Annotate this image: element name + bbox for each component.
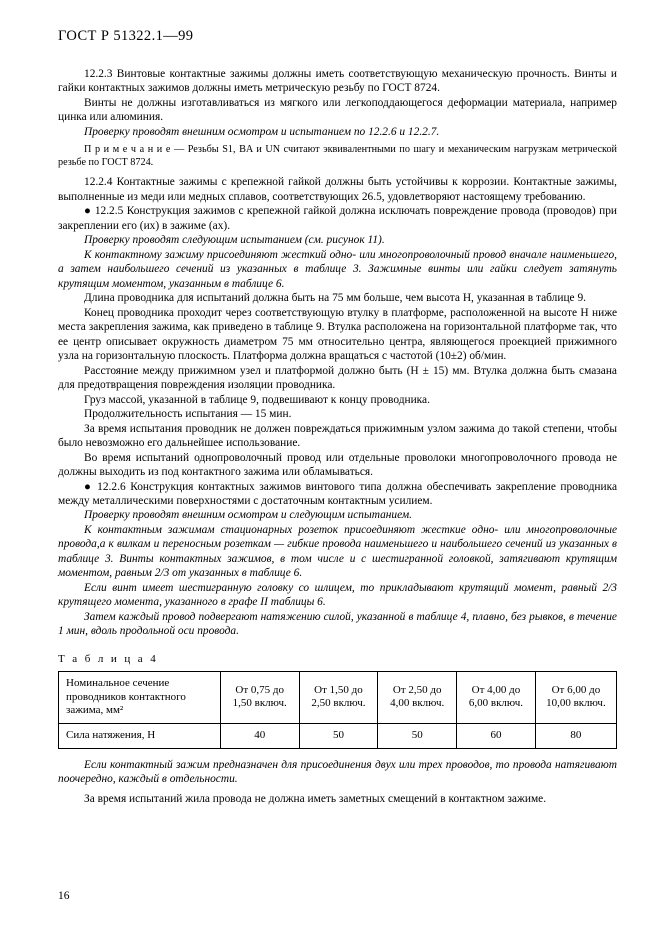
table-row-label: Номинальное сечение проводников контактного зажима, мм² <box>59 671 221 723</box>
tension-force-table <box>58 671 617 749</box>
table-cell: От 0,75 до 1,50 включ. <box>220 671 299 723</box>
paragraph: Проверку проводят следующим испытанием (см. рисунок 11). <box>84 234 385 247</box>
note-paragraph: П р и м е ч а н и е — Резьбы S1, BA и UN считают эквивалентными по шагу и механическим нагрузкам метрической резьбе по ГОСТ 8724. <box>58 144 617 169</box>
table-cell: 60 <box>457 724 536 749</box>
paragraph: Если контактный зажим предназначен для присоединения двух или трех проводов, то провода натягивают поочередно, каждый в отдельности. <box>58 758 617 786</box>
table-cell: От 4,00 до 6,00 включ. <box>457 671 536 723</box>
table-row-label: Сила натяжения, Н <box>59 724 221 749</box>
document-header: ГОСТ Р 51322.1—99 <box>58 28 194 44</box>
paragraph: 12.2.3 Винтовые контактные зажимы должны иметь соответствующую механическую прочность. Винты и гайки контактных зажимов должны иметь метрическую резьбу по ГОСТ 8724. <box>58 68 617 95</box>
table-cell: От 1,50 до 2,50 включ. <box>299 671 378 723</box>
table-cell: 50 <box>299 724 378 749</box>
paragraph: Продолжительность испытания — 15 мин. <box>84 408 292 421</box>
page-number: 16 <box>58 890 70 902</box>
table-cell: 80 <box>535 724 616 749</box>
table-row <box>59 671 617 723</box>
table-row <box>59 724 617 749</box>
table-caption: Т а б л и ц а 4 <box>58 652 159 665</box>
paragraph: К контактным зажимам стационарных розеток присоединяют жесткие одно- или многопроволочные провода,а к вилкам и переносным розеткам — гибкие провода наименьшего и наибольшего сечений из указанных в таблице 3. Винты контактных зажимов, в том числе и с шестигранной головкой, затягивают крутящим моментом, равным 2/3 от указанных в таблице 6. <box>58 523 617 580</box>
paragraph: Расстояние между прижимном узел и платформой должно быть (Н ± 15) мм. Втулка должна быть смазана для предотвращения повреждения изоляции проводника. <box>58 364 617 392</box>
paragraph: Проверку проводят внешним осмотром и следующим испытанием. <box>84 509 413 522</box>
paragraph: 12.2.4 Контактные зажимы с крепежной гайкой должны быть устойчивы к коррозии. Контактные зажимы, выполненные из меди или медных сплавов, соответствующих 26.5, удовлетворяют настоящему требованию. <box>58 176 617 203</box>
paragraph: ● 12.2.6 Конструкция контактных зажимов винтового типа должна обеспечивать закрепление проводника между металлическими поверхностями с достаточным контактным усилием. <box>58 480 617 507</box>
paragraph: Конец проводника проходит через соответствующую втулку в платформе, расположенной на высоте Н ниже места закрепления зажима, как приведено в таблице 9. Втулка расположена на горизонтальной платформе так, что ее центр описывает окружность диаметром 75 мм относительно центра, являющегося проекцией прижимного узла на горизонтальную плоскость. Платформа должна вращаться с частотой (10±2) об/мин. <box>58 306 617 363</box>
paragraph: Затем каждый провод подвергают натяжению силой, указанной в таблице 4, плавно, без рывков, в течение 1 мин, вдоль продольной оси провода. <box>58 610 617 638</box>
table-cell: От 2,50 до 4,00 включ. <box>378 671 457 723</box>
paragraph: За время испытания проводник не должен повреждаться прижимным узлом зажима до такой степени, чтобы было невозможно его дальнейшее использование. <box>58 422 617 450</box>
document-body <box>58 67 617 806</box>
paragraph: К контактному зажиму присоединяют жесткий одно- или многопроволочный провод вначале наименьшего, а затем наибольшего сечений из указанных в таблице 3. Зажимные винты или гайки следует затянуть крутящим моментом, указанным в таблице 6. <box>58 248 617 290</box>
paragraph: За время испытаний жила провода не должна иметь заметных смещений в контактном зажиме. <box>84 792 547 805</box>
paragraph: Во время испытаний однопроволочный провод или отдельные проволоки многопроволочного провода не должны выходить из под контактного зажима или обламываться. <box>58 451 617 479</box>
paragraph: ● 12.2.5 Конструкция зажимов с крепежной гайкой должна исключать повреждение провода (проводов) при закреплении его (их) в зажиме (ах). <box>58 205 617 232</box>
paragraph: Если винт имеет шестигранную головку со шлицем, то прикладывают крутящий момент, равный 2/3 крутящего момента, указанного в графе II таблицы 6. <box>58 581 617 609</box>
table-cell: 50 <box>378 724 457 749</box>
paragraph: Длина проводника для испытаний должна быть на 75 мм больше, чем высота Н, указанная в таблице 9. <box>84 292 586 305</box>
paragraph: Груз массой, указанной в таблице 9, подвешивают к концу проводника. <box>84 393 430 406</box>
paragraph: Винты не должны изготавливаться из мягкого или легкоподдающегося деформации материала, например цинка или алюминия. <box>58 96 617 124</box>
table-cell: 40 <box>220 724 299 749</box>
paragraph: Проверку проводят внешним осмотром и испытанием по 12.2.6 и 12.2.7. <box>84 125 440 138</box>
table-cell: От 6,00 до 10,00 включ. <box>535 671 616 723</box>
